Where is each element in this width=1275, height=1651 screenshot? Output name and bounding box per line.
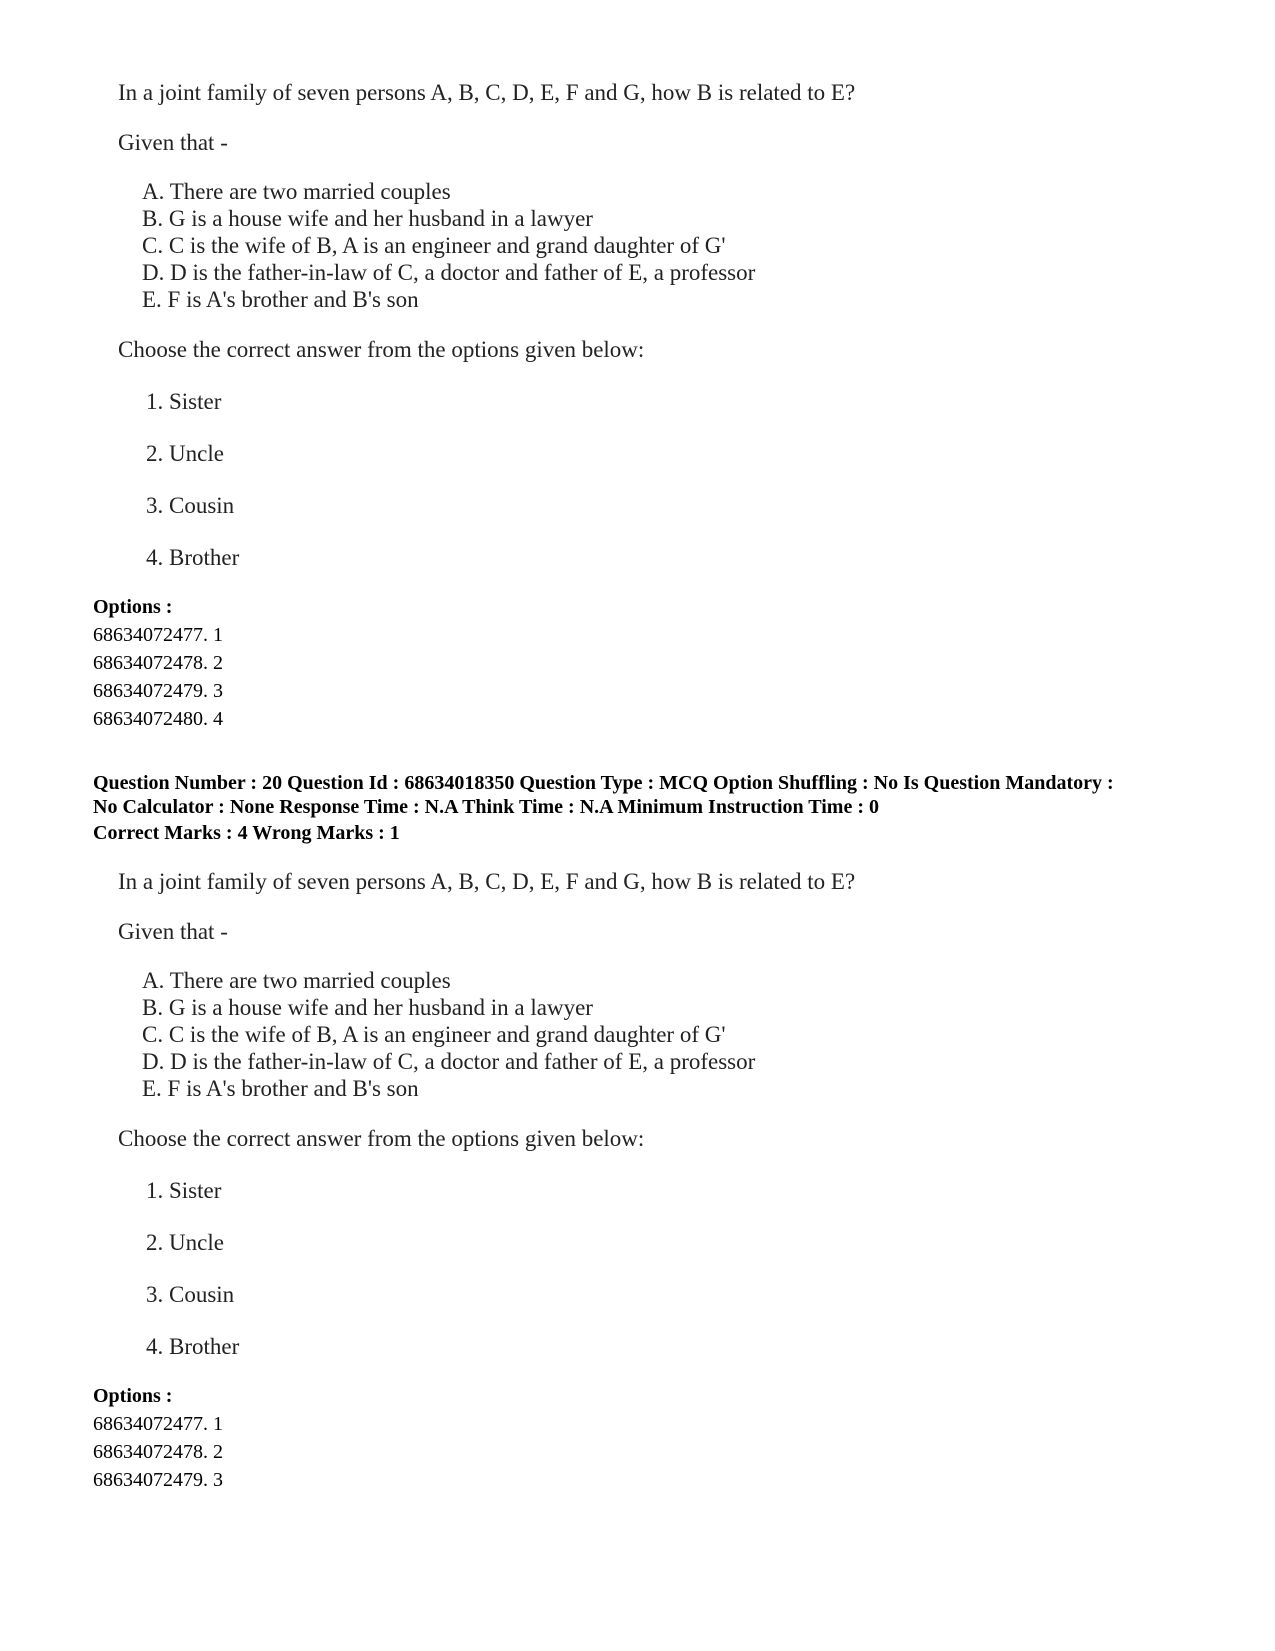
statement-d: D. D is the father-in-law of C, a doctor and father of E, a professor xyxy=(142,260,756,285)
choice-2: 2. Uncle xyxy=(146,441,224,466)
statement-b: B. G is a house wife and her husband in a lawyer xyxy=(142,206,593,231)
options-label: Options : xyxy=(93,1385,173,1407)
option-item: 68634072477. 1 xyxy=(93,624,223,646)
statement-e: E. F is A's brother and B's son xyxy=(142,287,419,312)
question-stem: In a joint family of seven persons A, B, C, D, E, F and G, how B is related to E? xyxy=(118,869,856,894)
given-that-label: Given that - xyxy=(118,130,228,155)
choice-1: 1. Sister xyxy=(146,1178,222,1203)
question-stem: In a joint family of seven persons A, B, C, D, E, F and G, how B is related to E? xyxy=(118,80,856,105)
marks-line: Correct Marks : 4 Wrong Marks : 1 xyxy=(93,822,400,844)
choice-4: 4. Brother xyxy=(146,545,240,570)
option-item: 68634072479. 3 xyxy=(93,1469,223,1491)
given-that-label: Given that - xyxy=(118,919,228,944)
statement-d: D. D is the father-in-law of C, a doctor and father of E, a professor xyxy=(142,1049,756,1074)
question-header-line-2: No Calculator : None Response Time : N.A Think Time : N.A Minimum Instruction Time : 0 xyxy=(93,796,879,818)
option-item: 68634072479. 3 xyxy=(93,680,223,702)
option-item: 68634072478. 2 xyxy=(93,652,223,674)
option-item: 68634072478. 2 xyxy=(93,1441,223,1463)
statement-c: C. C is the wife of B, A is an engineer and grand daughter of G' xyxy=(142,233,726,258)
question-header xyxy=(93,771,1193,819)
statement-b: B. G is a house wife and her husband in a lawyer xyxy=(142,995,593,1020)
instruction-text: Choose the correct answer from the options given below: xyxy=(118,337,645,362)
choice-2: 2. Uncle xyxy=(146,1230,224,1255)
statement-a: A. There are two married couples xyxy=(142,179,451,204)
statement-a: A. There are two married couples xyxy=(142,968,451,993)
question-header-line-1: Question Number : 20 Question Id : 68634018350 Question Type : MCQ Option Shuffling : No Is Question Mandatory : xyxy=(93,772,1114,794)
statement-e: E. F is A's brother and B's son xyxy=(142,1076,419,1101)
instruction-text: Choose the correct answer from the options given below: xyxy=(118,1126,645,1151)
statement-c: C. C is the wife of B, A is an engineer and grand daughter of G' xyxy=(142,1022,726,1047)
choice-3: 3. Cousin xyxy=(146,1282,235,1307)
option-item: 68634072480. 4 xyxy=(93,708,223,730)
option-item: 68634072477. 1 xyxy=(93,1413,223,1435)
options-label: Options : xyxy=(93,596,173,618)
choice-1: 1. Sister xyxy=(146,389,222,414)
choice-3: 3. Cousin xyxy=(146,493,235,518)
choice-4: 4. Brother xyxy=(146,1334,240,1359)
